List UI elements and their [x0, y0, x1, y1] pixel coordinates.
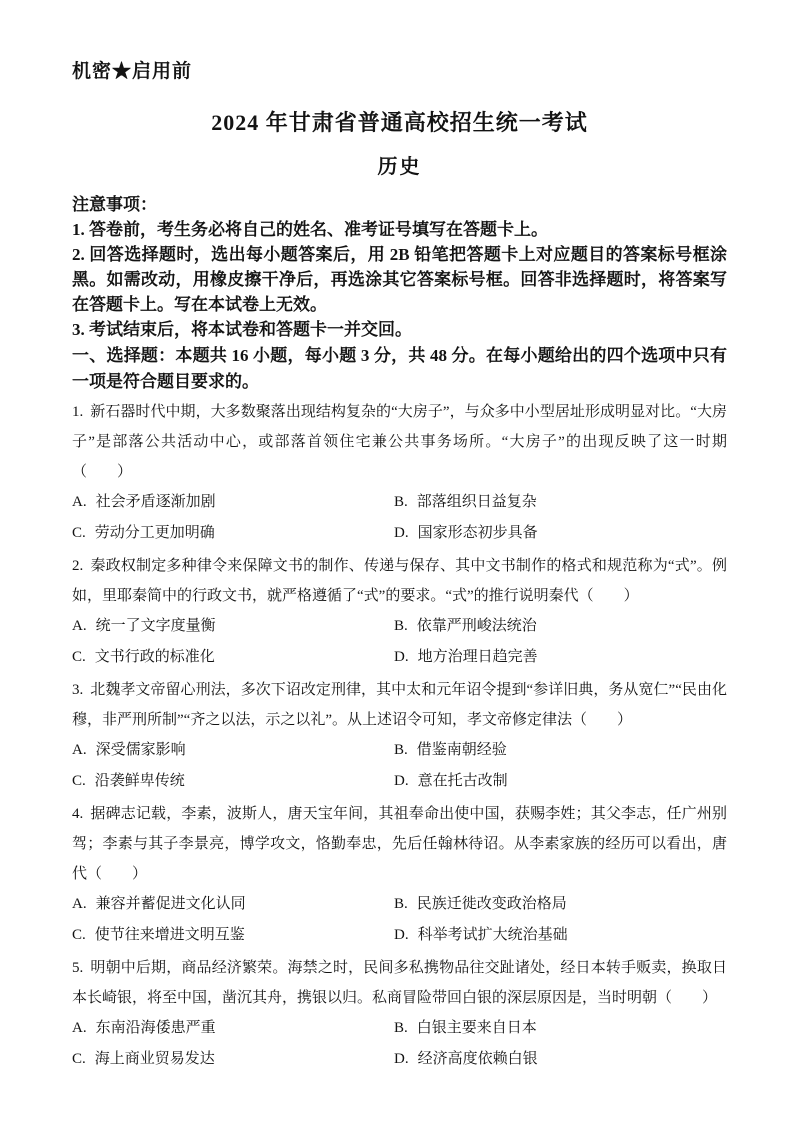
- question-2-stem-text: 秦政权制定多种律令来保障文书的制作、传递与保存、其中文书制作的格式和规范称为“式”。例如，里耶秦简中的行政文书，就严格遵循了“式”的要求。“式”的推行说明秦代（ ）: [72, 558, 727, 604]
- question-4-option-d: [394, 920, 727, 951]
- option-label: D.: [394, 1051, 409, 1067]
- option-label: A.: [72, 742, 87, 758]
- question-4-option-a: [72, 889, 394, 920]
- question-1-stem: [72, 397, 727, 487]
- notice-item-2: 2. 回答选择题时，选出每小题答案后，用 2B 铅笔把答题卡上对应题目的答案标号框涂黑。如需改动，用橡皮擦干净后，再选涂其它答案标号框。回答非选择题时，将答案写在答题卡上。写在本试卷上无效。: [72, 245, 727, 314]
- question-3-option-a: [72, 735, 394, 766]
- notice-section: [72, 192, 727, 342]
- option-text: 依靠严刑峻法统治: [416, 618, 537, 634]
- question-5-option-a: [72, 1013, 394, 1044]
- question-5-options: [72, 1013, 727, 1075]
- classification-banner: 机密★启用前: [72, 61, 193, 82]
- option-label: A.: [72, 896, 87, 912]
- question-3: [72, 675, 727, 797]
- question-3-stem-text: 北魏孝文帝留心刑法，多次下诏改定刑律，其中太和元年诏令提到“参详旧典，务从宽仁”“民由化穆，非严刑所制”“齐之以法，示之以礼”。从上述诏令可知，孝文帝修定律法（ ）: [72, 682, 727, 728]
- option-text: 国家形态初步具备: [417, 525, 538, 541]
- question-5-stem-text: 明朝中后期，商品经济繁荣。海禁之时，民间多私携物品往交趾诸处，经日本转手贩卖，换取日本长崎银，将至中国，凿沉其舟，携银以归。私商冒险带回白银的深层原因是，当时明朝（ ）: [72, 960, 727, 1006]
- section-one-heading: 一、选择题：本题共 16 小题，每小题 3 分，共 48 分。在每小题给出的四个选项中只有一项是符合题目要求的。: [72, 346, 727, 391]
- exam-title: 2024 年甘肃省普通高校招生统一考试: [211, 110, 588, 135]
- option-text: 社会矛盾逐渐加剧: [95, 494, 216, 510]
- question-5-option-c: [72, 1044, 394, 1075]
- question-2-number: 2.: [72, 558, 84, 574]
- question-1-option-b: [394, 487, 727, 518]
- option-label: B.: [394, 896, 408, 912]
- question-2-option-d: [394, 642, 727, 673]
- option-text: 使节往来增进文明互鉴: [94, 927, 245, 943]
- option-label: B.: [394, 618, 408, 634]
- question-4-stem: [72, 799, 727, 889]
- question-4: [72, 799, 727, 951]
- option-text: 统一了文字度量衡: [95, 618, 216, 634]
- option-text: 地方治理日趋完善: [417, 649, 538, 665]
- option-text: 借鉴南朝经验: [416, 742, 507, 758]
- option-text: 兼容并蓄促进文化认同: [95, 896, 246, 912]
- question-2-options: [72, 611, 727, 673]
- question-5-option-b: [394, 1013, 727, 1044]
- question-5-option-d: [394, 1044, 727, 1075]
- question-4-option-c: [72, 920, 394, 951]
- question-3-number: 3.: [72, 682, 84, 698]
- question-5-stem: [72, 953, 727, 1013]
- option-text: 白银主要来自日本: [416, 1020, 537, 1036]
- option-label: C.: [72, 927, 86, 943]
- question-1-options: [72, 487, 727, 549]
- option-label: C.: [72, 649, 86, 665]
- question-2-option-a: [72, 611, 394, 642]
- option-label: D.: [394, 649, 409, 665]
- option-label: C.: [72, 525, 86, 541]
- question-1-option-a: [72, 487, 394, 518]
- option-label: B.: [394, 1020, 408, 1036]
- option-text: 文书行政的标准化: [94, 649, 215, 665]
- option-label: C.: [72, 1051, 86, 1067]
- option-text: 沿袭鲜卑传统: [94, 773, 185, 789]
- option-label: A.: [72, 1020, 87, 1036]
- question-5: [72, 953, 727, 1075]
- question-1-stem-text: 新石器时代中期，大多数聚落出现结构复杂的“大房子”，与众多中小型居址形成明显对比。“大房子”是部落公共活动中心，或部落首领住宅兼公共事务场所。“大房子”的出现反映了这一时期（ ）: [72, 404, 727, 480]
- question-5-number: 5.: [72, 960, 84, 976]
- exam-subject: 历史: [377, 156, 422, 178]
- option-label: D.: [394, 927, 409, 943]
- notice-item-1: 1. 答卷前，考生务必将自己的姓名、准考证号填写在答题卡上。: [72, 220, 548, 239]
- option-label: A.: [72, 618, 87, 634]
- question-3-option-d: [394, 766, 727, 797]
- question-3-options: [72, 735, 727, 797]
- option-text: 经济高度依赖白银: [417, 1051, 538, 1067]
- option-label: C.: [72, 773, 86, 789]
- question-1-number: 1.: [72, 404, 84, 420]
- option-label: B.: [394, 494, 408, 510]
- option-text: 部落组织日益复杂: [416, 494, 537, 510]
- question-1-option-d: [394, 518, 727, 549]
- question-4-stem-text: 据碑志记载，李素，波斯人，唐天宝年间，其祖奉命出使中国，获赐李姓；其父李志，任广州别驾；李素与其子李景亮，博学攻文，恪勤奉忠，先后任翰林待诏。从李素家族的经历可以看出，唐代（ ）: [72, 806, 727, 882]
- question-4-option-b: [394, 889, 727, 920]
- question-4-options: [72, 889, 727, 951]
- question-2-option-c: [72, 642, 394, 673]
- option-label: A.: [72, 494, 87, 510]
- question-2-stem: [72, 551, 727, 611]
- notice-item-3: 3. 考试结束后，将本试卷和答题卡一并交回。: [72, 320, 412, 339]
- question-4-number: 4.: [72, 806, 84, 822]
- question-1: [72, 397, 727, 549]
- option-text: 民族迁徙改变政治格局: [416, 896, 567, 912]
- question-list: [72, 397, 727, 1075]
- question-3-option-c: [72, 766, 394, 797]
- option-label: D.: [394, 773, 409, 789]
- option-label: B.: [394, 742, 408, 758]
- question-2: [72, 551, 727, 673]
- option-text: 科举考试扩大统治基础: [417, 927, 568, 943]
- option-text: 海上商业贸易发达: [94, 1051, 215, 1067]
- option-text: 深受儒家影响: [95, 742, 186, 758]
- question-3-stem: [72, 675, 727, 735]
- notice-heading: 注意事项：: [72, 195, 157, 214]
- question-3-option-b: [394, 735, 727, 766]
- option-label: D.: [394, 525, 409, 541]
- option-text: 劳动分工更加明确: [94, 525, 215, 541]
- option-text: 东南沿海倭患严重: [95, 1020, 216, 1036]
- option-text: 意在托古改制: [417, 773, 508, 789]
- question-2-option-b: [394, 611, 727, 642]
- question-1-option-c: [72, 518, 394, 549]
